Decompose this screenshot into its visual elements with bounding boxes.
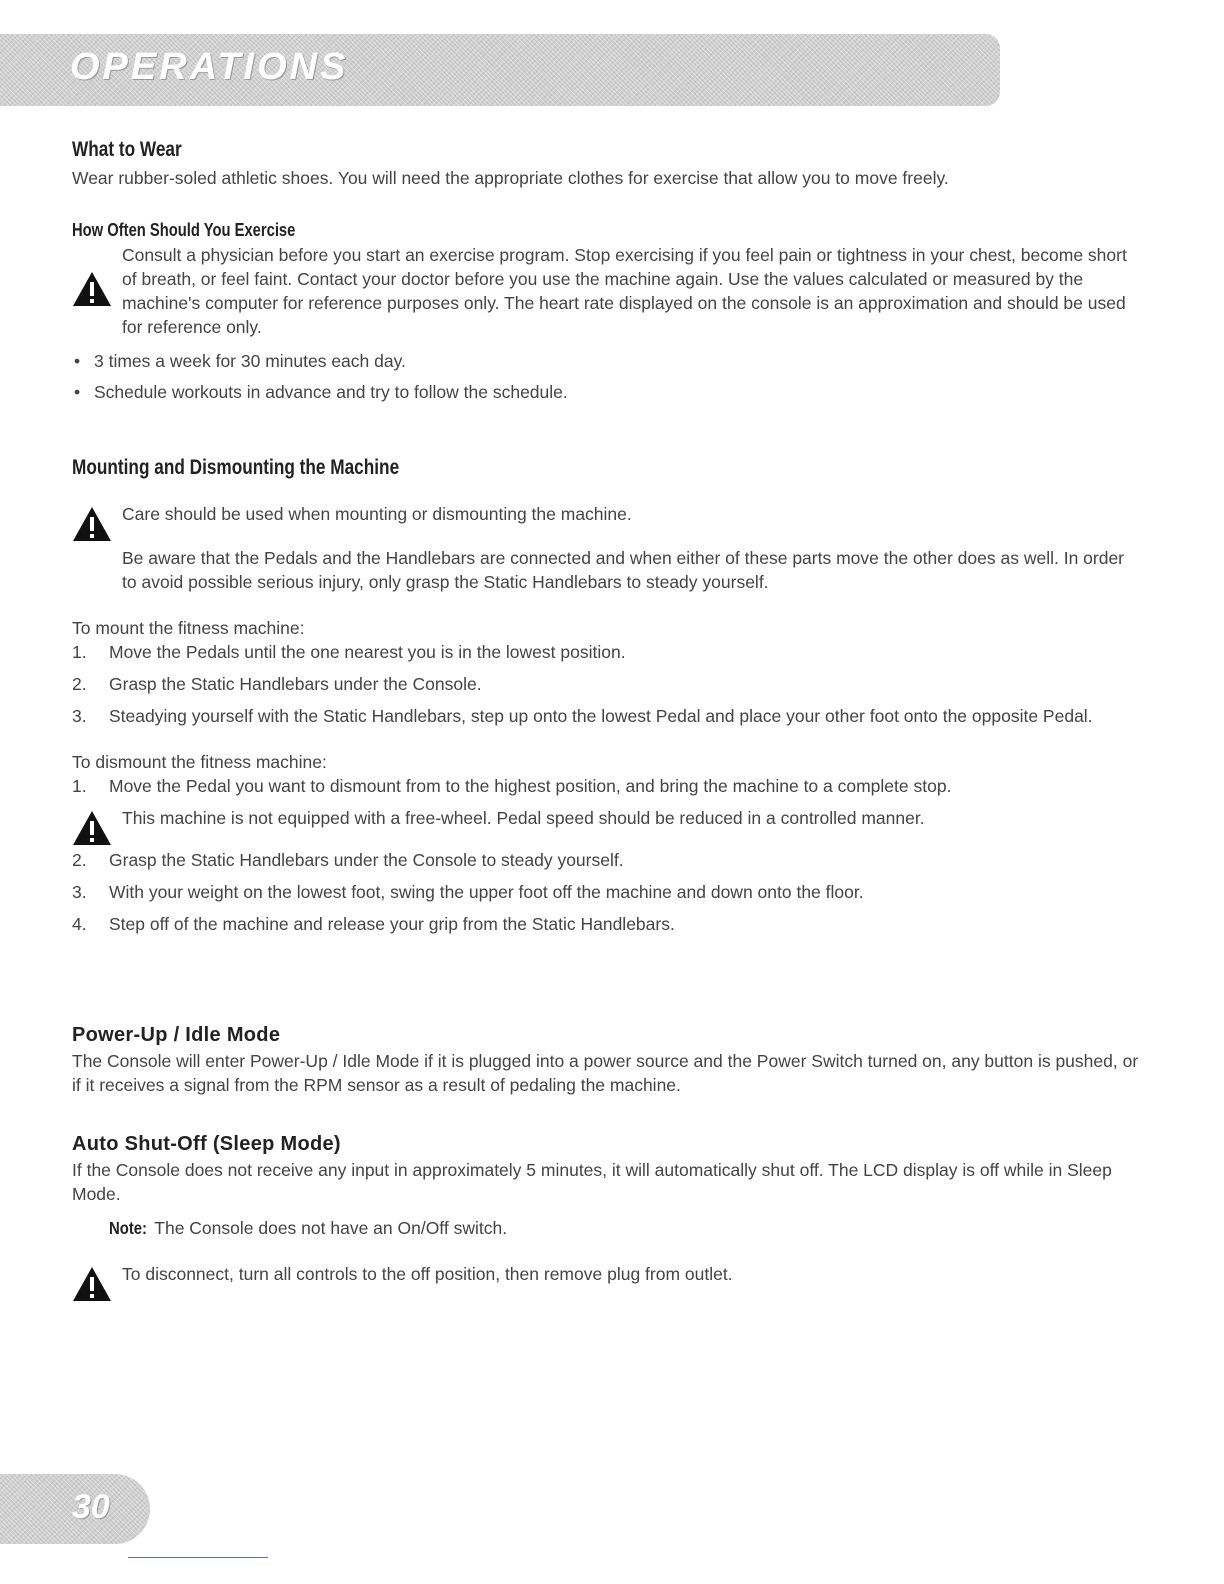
mounting-warning-detail: Be aware that the Pedals and the Handlebars are connected and when either of these parts move the other does as well. In order to avoid possible serious injury, only grasp the Static Handlebars to steady yourself. xyxy=(122,548,1125,592)
page-number: 30 xyxy=(72,1488,110,1526)
mount-steps xyxy=(72,640,1142,728)
page-title: OPERATIONS xyxy=(70,46,349,88)
mounting-warning xyxy=(72,502,1142,526)
bullet-icon: • xyxy=(74,351,81,371)
exercise-frequency-list xyxy=(72,349,1142,404)
mounting-heading: Mounting and Dismounting the Machine xyxy=(72,456,400,479)
dismount-intro: To dismount the fitness machine: xyxy=(72,752,327,772)
dismount-steps xyxy=(72,848,1142,936)
what-to-wear-body: Wear rubber-soled athletic shoes. You will need the appropriate clothes for exercise that allow you to move freely. xyxy=(72,168,949,188)
list-item: 2. Grasp the Static Handlebars under the Console. xyxy=(72,674,482,694)
footer-divider xyxy=(128,1557,268,1558)
warning-icon xyxy=(72,271,112,307)
disconnect-warning xyxy=(72,1262,1142,1286)
mount-intro: To mount the fitness machine: xyxy=(72,618,305,638)
warning-icon xyxy=(72,506,112,542)
dismount-warning xyxy=(72,806,1142,830)
list-item: • 3 times a week for 30 minutes each day. xyxy=(74,351,406,371)
warning-icon xyxy=(72,810,112,846)
note-text: The Console does not have an On/Off switch. xyxy=(154,1218,508,1238)
mounting-warning-text: Care should be used when mounting or dismounting the machine. xyxy=(122,504,632,524)
dismount-warning-text: This machine is not equipped with a free-wheel. Pedal speed should be reduced in a controlled manner. xyxy=(122,808,925,828)
list-item: 2. Grasp the Static Handlebars under the Console to steady yourself. xyxy=(72,850,624,870)
disconnect-warning-text: To disconnect, turn all controls to the off position, then remove plug from outlet. xyxy=(122,1264,733,1284)
warning-icon xyxy=(72,1266,112,1302)
bullet-icon: • xyxy=(74,382,81,402)
list-item: 3. With your weight on the lowest foot, swing the upper foot off the machine and down onto the floor. xyxy=(72,882,864,902)
power-up-body: The Console will enter Power-Up / Idle Mode if it is plugged into a power source and the Power Switch turned on, any button is pushed, or if it receives a signal from the RPM sensor as a result of pedaling the machine. xyxy=(72,1051,1139,1095)
dismount-step-first xyxy=(72,774,1142,798)
page-content xyxy=(72,138,1142,1286)
sleep-mode-heading: Auto Shut-Off (Sleep Mode) xyxy=(72,1133,341,1155)
list-item: • Schedule workouts in advance and try to follow the schedule. xyxy=(74,382,568,402)
list-item: 1. Move the Pedal you want to dismount from to the highest position, and bring the machine to a complete stop. xyxy=(72,776,952,796)
how-often-warning-text: Consult a physician before you start an exercise program. Stop exercising if you feel pain or tightness in your chest, become short of breath, or feel faint. Contact your doctor before you use the machine again. Use the values calculated or measured by the machine's computer for reference purposes only. The heart rate displayed on the console is an approximation and should be used for reference only. xyxy=(122,245,1127,337)
how-often-warning xyxy=(72,243,1142,339)
what-to-wear-heading: What to Wear xyxy=(72,138,182,161)
list-item: 3. Steadying yourself with the Static Handlebars, step up onto the lowest Pedal and place your other foot onto the opposite Pedal. xyxy=(72,706,1093,726)
how-often-heading: How Often Should You Exercise xyxy=(72,220,296,240)
list-item: 1. Move the Pedals until the one nearest you is in the lowest position. xyxy=(72,642,626,662)
list-item: 4. Step off of the machine and release your grip from the Static Handlebars. xyxy=(72,914,675,934)
sleep-mode-note xyxy=(72,1216,1142,1240)
note-label: Note: xyxy=(109,1218,148,1238)
sleep-mode-body: If the Console does not receive any input in approximately 5 minutes, it will automatically shut off. The LCD display is off while in Sleep Mode. xyxy=(72,1160,1112,1204)
power-up-heading: Power-Up / Idle Mode xyxy=(72,1024,281,1046)
